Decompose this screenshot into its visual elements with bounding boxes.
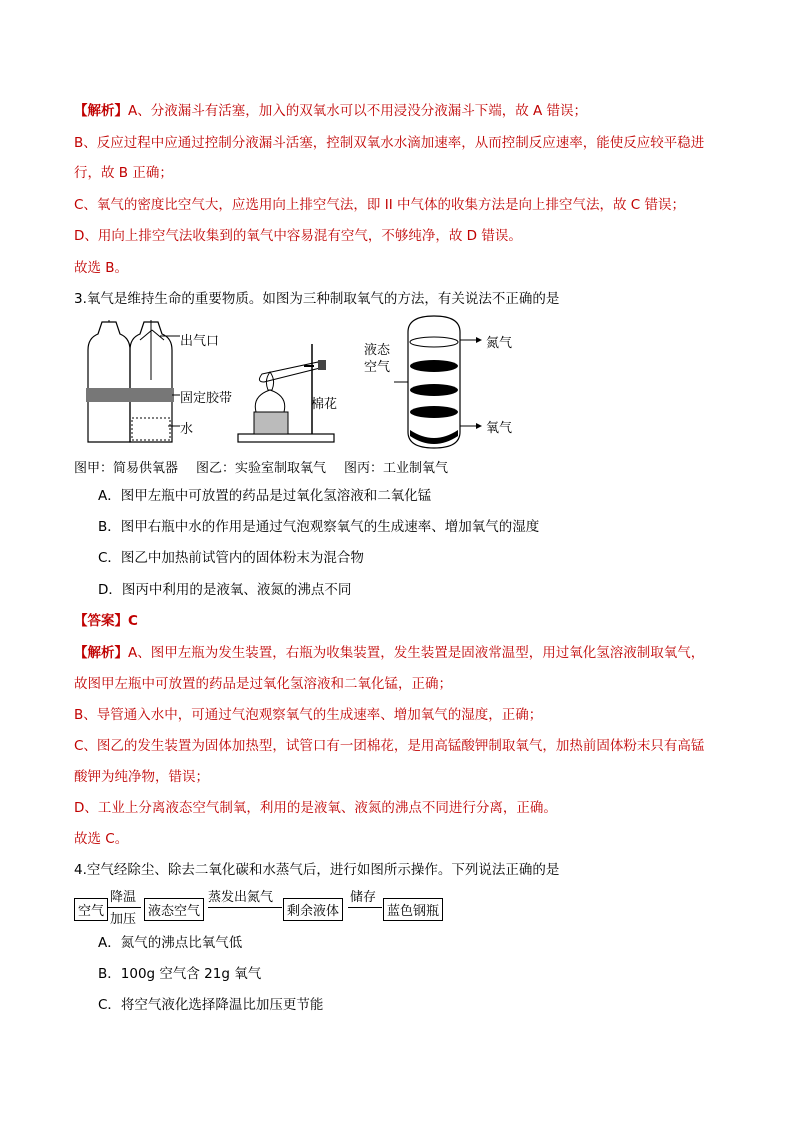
option-c: C．图乙中加热前试管内的固体粉末为混合物 <box>98 550 364 566</box>
figure-caption: 图甲：简易供氧器 图乙：实验室制取氧气 图丙：工业制氧气 <box>74 461 449 476</box>
option-d: D．图丙中利用的是液氧、液氮的沸点不同 <box>98 582 352 598</box>
option-b: B．100g 空气含 21g 氧气 <box>98 966 262 982</box>
analysis-line: 故图甲左瓶中可放置的药品是过氧化氢溶液和二氧化锰，正确； <box>74 676 452 692</box>
label-liquid-air: 液态 空气 <box>364 343 391 375</box>
flow-label-store: 储存 <box>350 890 377 905</box>
flow-box-blue-cylinder: 蓝色钢瓶 <box>383 898 443 921</box>
option-a: A．图甲左瓶中可放置的药品是过氧化氢溶液和二氧化锰 <box>98 488 432 504</box>
label-tape: 固定胶带 <box>180 391 233 406</box>
analysis-tag: 【解析】 <box>74 103 128 119</box>
analysis-line: D、用向上排空气法收集到的氧气中容易混有空气，不够纯净，故 D 错误。 <box>74 228 522 244</box>
analysis-line: B、导管通入水中，可通过气泡观察氧气的生成速率、增加氧气的湿度，正确； <box>74 707 543 723</box>
conclusion-line: 故选 B。 <box>74 260 129 276</box>
flow-arrow <box>107 907 141 908</box>
flow-label-pressure: 加压 <box>110 912 137 927</box>
label-cotton: 棉花 <box>311 397 338 412</box>
answer-line: 【答案】C <box>74 613 138 629</box>
analysis-line: B、反应过程中应通过控制分液漏斗活塞，控制双氧水水滴加速率，从而控制反应速率，能使反应较平稳进 <box>74 135 705 151</box>
label-nitrogen: 氮气 <box>486 336 513 351</box>
flow-box-air: 空气 <box>74 898 108 921</box>
flow-arrow <box>348 907 382 908</box>
analysis-line: 【解析】A、图甲左瓶为发生装置，右瓶为收集装置，发生装置是固液常温型，用过氧化氢溶液制取氧气， <box>74 645 705 661</box>
option-b: B．图甲右瓶中水的作用是通过气泡观察氧气的生成速率、增加氧气的湿度 <box>98 519 540 535</box>
flow-label-evaporate: 蒸发出氮气 <box>208 890 274 905</box>
analysis-line: C、氧气的密度比空气大，应选用向上排空气法，即 II 中气体的收集方法是向上排空气法，故 C 错误； <box>74 197 685 213</box>
question-3-stem: 3.氧气是维持生命的重要物质。如图为三种制取氧气的方法，有关说法不正确的是 <box>74 291 560 307</box>
conclusion-line: 故选 C。 <box>74 831 129 847</box>
label-water: 水 <box>180 422 194 437</box>
label-oxygen: 氧气 <box>486 421 513 436</box>
tape-band <box>86 388 174 402</box>
analysis-line: 酸钾为纯净物，错误； <box>74 769 209 785</box>
analysis-tag: 【解析】 <box>74 645 128 661</box>
flow-box-liquid-air: 液态空气 <box>144 898 204 921</box>
option-a: A．氮气的沸点比氧气低 <box>98 935 243 951</box>
question-4-stem: 4.空气经除尘、除去二氧化碳和水蒸气后，进行如图所示操作。下列说法正确的是 <box>74 862 560 878</box>
analysis-line: 【解析】A、分液漏斗有活塞，加入的双氧水可以不用浸没分液漏斗下端，故 A 错误； <box>74 103 588 119</box>
process-flow-diagram <box>74 888 454 928</box>
option-c: C．将空气液化选择降温比加压更节能 <box>98 997 324 1013</box>
label-outlet: 出气口 <box>180 334 220 349</box>
analysis-line: C、图乙的发生装置为固体加热型，试管口有一团棉花，是用高锰酸钾制取氧气，加热前固体粉末只有高锰 <box>74 738 705 754</box>
analysis-line: D、工业上分离液态空气制氧，利用的是液氧、液氮的沸点不同进行分离，正确。 <box>74 800 557 816</box>
analysis-line: 行，故 B 正确； <box>74 165 173 181</box>
flow-label-cool: 降温 <box>110 890 137 905</box>
flow-box-remaining-liquid: 剩余液体 <box>283 898 343 921</box>
flow-arrow <box>208 907 282 908</box>
figure-bing-distillation-column <box>394 312 484 452</box>
